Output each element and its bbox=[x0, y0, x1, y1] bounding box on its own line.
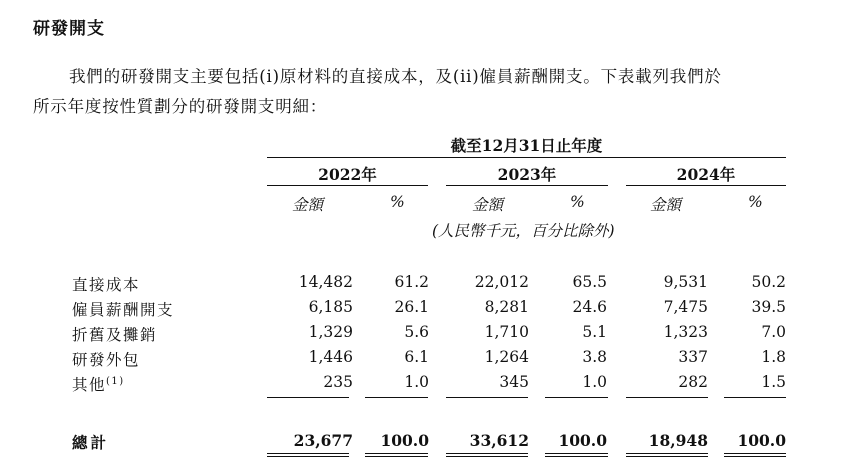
table-row bbox=[0, 323, 842, 349]
total-label: 總計 bbox=[72, 433, 110, 452]
total-double-rule bbox=[626, 453, 708, 454]
cell-2024-amount: 337 bbox=[678, 348, 708, 366]
total-double-rule bbox=[626, 456, 708, 457]
table-row bbox=[0, 273, 842, 299]
table-row bbox=[0, 298, 842, 324]
cell-2022-amount: 1,329 bbox=[308, 323, 353, 341]
table-row bbox=[0, 373, 842, 399]
cell-2022-pct: 5.6 bbox=[404, 323, 429, 341]
year-header-2024: 2024年 bbox=[676, 165, 736, 184]
total-double-rule bbox=[365, 456, 428, 457]
col-pct-2022: % bbox=[390, 193, 405, 211]
cell-2023-pct: 24.6 bbox=[572, 298, 607, 316]
cell-2024-amount: 7,475 bbox=[663, 298, 708, 316]
subtotal-rule bbox=[545, 397, 608, 398]
period-header: 截至12月31日止年度 bbox=[450, 136, 603, 155]
total-double-rule bbox=[724, 456, 786, 457]
row-label bbox=[72, 373, 125, 395]
cell-2022-amount: 1,446 bbox=[308, 348, 353, 366]
total-2022-amount: 23,677 bbox=[293, 431, 353, 450]
cell-2023-amount: 345 bbox=[499, 373, 529, 391]
footnote-marker: (1) bbox=[106, 375, 125, 387]
year-rule-2023 bbox=[446, 185, 608, 186]
row-label: 折舊及攤銷 bbox=[72, 326, 158, 344]
row-label: 僱員薪酬開支 bbox=[72, 301, 175, 319]
total-double-rule bbox=[724, 453, 786, 454]
row-label: 研發外包 bbox=[72, 351, 141, 369]
total-2024-amount: 18,948 bbox=[648, 431, 708, 450]
cell-2024-amount: 9,531 bbox=[663, 273, 708, 291]
paragraph-line-2: 所示年度按性質劃分的研發開支明細： bbox=[33, 97, 328, 116]
cell-2024-amount: 1,323 bbox=[663, 323, 708, 341]
cell-2024-pct: 50.2 bbox=[751, 273, 786, 291]
year-rule-2022 bbox=[267, 185, 428, 186]
total-double-rule bbox=[446, 453, 528, 454]
cell-2022-pct: 26.1 bbox=[394, 298, 429, 316]
col-amount-2023: 金額 bbox=[472, 196, 504, 214]
cell-2022-pct: 61.2 bbox=[394, 273, 429, 291]
total-double-rule bbox=[446, 456, 528, 457]
intro-paragraph bbox=[33, 62, 813, 122]
row-label-text: 其他 bbox=[72, 376, 107, 394]
subtotal-rule bbox=[724, 397, 786, 398]
total-2022-pct: 100.0 bbox=[380, 431, 429, 450]
table-row bbox=[0, 348, 842, 374]
subtotal-rule bbox=[365, 397, 428, 398]
total-double-rule bbox=[545, 453, 608, 454]
total-2023-amount: 33,612 bbox=[469, 431, 529, 450]
cell-2023-pct: 3.8 bbox=[582, 348, 607, 366]
col-amount-2024: 金額 bbox=[650, 196, 682, 214]
total-2023-pct: 100.0 bbox=[558, 431, 607, 450]
year-rule-2024 bbox=[626, 185, 786, 186]
total-double-rule bbox=[365, 453, 428, 454]
cell-2022-amount: 235 bbox=[323, 373, 353, 391]
col-pct-2024: % bbox=[748, 193, 763, 211]
col-amount-2022: 金額 bbox=[292, 196, 324, 214]
cell-2022-pct: 1.0 bbox=[404, 373, 429, 391]
section-title: 研發開支 bbox=[33, 19, 105, 39]
cell-2022-amount: 14,482 bbox=[298, 273, 353, 291]
subtotal-rule bbox=[267, 397, 349, 398]
cell-2023-pct: 65.5 bbox=[572, 273, 607, 291]
paragraph-line-1: 我們的研發開支主要包括(i)原材料的直接成本，及(ii)僱員薪酬開支。下表載列我們於 bbox=[69, 67, 722, 86]
cell-2024-pct: 7.0 bbox=[761, 323, 786, 341]
row-label: 直接成本 bbox=[72, 276, 141, 294]
total-2024-pct: 100.0 bbox=[737, 431, 786, 450]
cell-2024-pct: 39.5 bbox=[751, 298, 786, 316]
cell-2023-amount: 22,012 bbox=[474, 273, 529, 291]
unit-note: (人民幣千元，百分比除外) bbox=[432, 222, 615, 240]
subtotal-rule bbox=[446, 397, 528, 398]
cell-2024-amount: 282 bbox=[678, 373, 708, 391]
cell-2023-amount: 8,281 bbox=[484, 298, 529, 316]
total-double-rule bbox=[545, 456, 608, 457]
cell-2022-amount: 6,185 bbox=[308, 298, 353, 316]
cell-2023-amount: 1,710 bbox=[484, 323, 529, 341]
cell-2022-pct: 6.1 bbox=[404, 348, 429, 366]
cell-2024-pct: 1.5 bbox=[761, 373, 786, 391]
total-double-rule bbox=[267, 453, 349, 454]
year-header-2022: 2022年 bbox=[318, 165, 377, 184]
col-pct-2023: % bbox=[570, 193, 585, 211]
year-header-2023: 2023年 bbox=[497, 165, 557, 184]
cell-2024-pct: 1.8 bbox=[761, 348, 786, 366]
cell-2023-amount: 1,264 bbox=[484, 348, 529, 366]
cell-2023-pct: 1.0 bbox=[582, 373, 607, 391]
period-header-rule bbox=[267, 157, 786, 158]
subtotal-rule bbox=[626, 397, 708, 398]
cell-2023-pct: 5.1 bbox=[582, 323, 607, 341]
total-double-rule bbox=[267, 456, 349, 457]
